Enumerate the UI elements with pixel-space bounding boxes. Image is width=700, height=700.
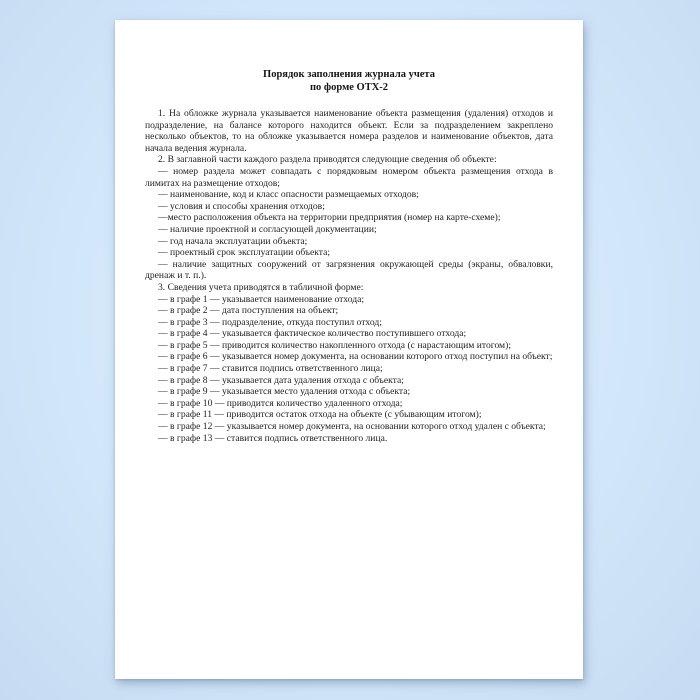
list-item: — в графе 6 — указывается номер документа, на основании которого отход поступил на объект; xyxy=(158,351,553,363)
list-item: — в графе 5 — приводится количество накопленного отхода (с нарастающим итогом); xyxy=(158,339,511,351)
list-item: — проектный срок эксплуатации объекта; xyxy=(158,247,331,259)
list-item: — в графе 7 — ставится подпись ответственного лица; xyxy=(158,363,383,375)
list-item: — в графе 11 — приводится остаток отхода на объекте (с убывающим итогом); xyxy=(158,409,482,421)
list-item: — наименование, код и класс опасности размещаемых отходов; xyxy=(158,189,419,201)
document-page xyxy=(115,20,583,679)
list-item: — в графе 3 — подразделение, откуда поступил отход; xyxy=(158,316,382,328)
list-item: — год начала эксплуатации объекта; xyxy=(158,235,308,247)
list-item: — в графе 4 — указывается фактическое количество поступившего отхода; xyxy=(158,328,467,340)
list-item: — в графе 13 — ставится подпись ответственного лица. xyxy=(158,432,388,444)
list-item: — номер раздела может совпадать с порядковым номером объекта размещения отхода в лимитах на размещение отходов; xyxy=(145,165,553,189)
paragraph: 3. Сведения учета приводятся в табличной форме: xyxy=(158,281,364,293)
list-item: — в графе 12 — указывается номер документа, на основании которого отход удален с объекта; xyxy=(158,421,546,433)
list-item: — в графе 10 — приводится количество удаленного отхода; xyxy=(158,397,403,409)
list-item: — наличие защитных сооружений от загрязнения окружающей среды (экраны, обваловки, дренаж и т. п.). xyxy=(145,258,553,282)
list-item: — в графе 8 — указывается дата удаления отхода с объекта; xyxy=(158,374,404,386)
document-title xyxy=(145,68,553,94)
document-title-line-2: по форме ОТХ-2 xyxy=(309,82,389,93)
list-item: —место расположения объекта на территории предприятия (номер на карте-схеме); xyxy=(158,212,501,224)
list-item: — в графе 1 — указывается наименование отхода; xyxy=(158,293,365,305)
paragraph: 2. В заглавной части каждого раздела приводятся следующие сведения об объекте: xyxy=(158,154,497,166)
list-item: — в графе 2 — дата поступления на объект; xyxy=(158,305,339,317)
document-title-line-1: Порядок заполнения журнала учета xyxy=(263,69,435,80)
list-item: — в графе 9 — указывается место удаления отхода с объекта; xyxy=(158,386,411,398)
paragraph: 1. На обложке журнала указывается наименование объекта размещения (удаления) отходов и подразделение, на балансе которого находится объект. Если за подразделением закреплено несколько объектов, то на обложке указывается номера разделов и наименование объектов, дата начала ведения журнала. xyxy=(145,108,553,154)
list-item: — наличие проектной и согласующей документации; xyxy=(158,223,377,235)
list-item: — условия и способы хранения отходов; xyxy=(158,200,325,212)
